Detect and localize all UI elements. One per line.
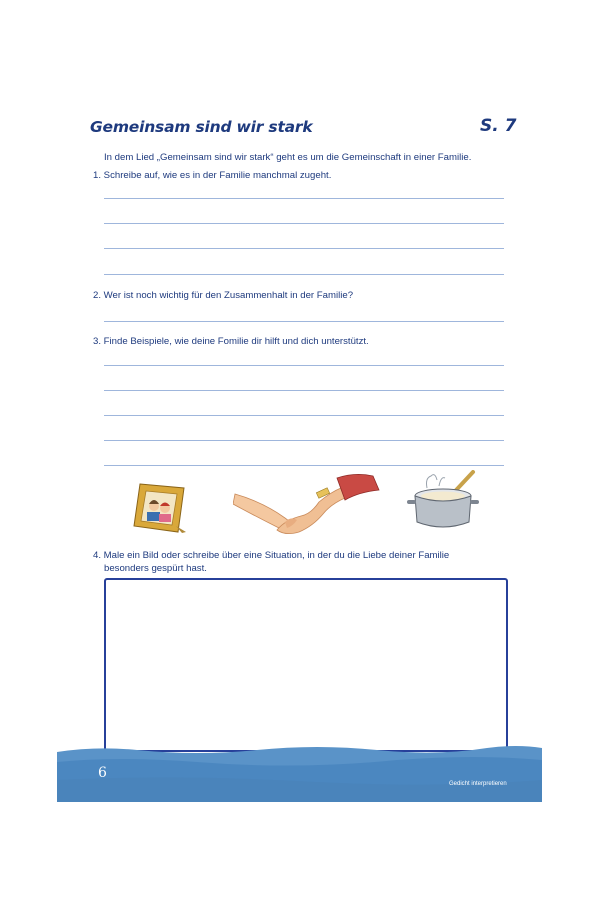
drawing-box[interactable] (104, 578, 508, 752)
answer-line (104, 365, 504, 366)
task-2-text: 2. Wer ist noch wichtig für den Zusammenhalt in der Familie? (93, 290, 354, 301)
answer-line (104, 198, 504, 199)
holding-hands-icon (233, 472, 383, 544)
cooking-pot-icon (405, 470, 485, 532)
footer-label: Gedicht interpretieren (449, 781, 507, 787)
answer-line (104, 248, 504, 249)
page-reference: S. 7 (480, 116, 517, 136)
family-photo-frame-icon (132, 482, 192, 534)
answer-line (104, 223, 504, 224)
task-4-text-line2: besonders gespürt hast. (104, 563, 207, 574)
answer-line (104, 415, 504, 416)
answer-line (104, 465, 504, 466)
answer-line (104, 440, 504, 441)
page-number: 6 (98, 765, 107, 781)
answer-line (104, 321, 504, 322)
task-1-text: 1. Schreibe auf, wie es in der Familie manchmal zugeht. (93, 170, 332, 181)
answer-line (104, 390, 504, 391)
task-4-text-line1: 4. Male ein Bild oder schreibe über eine Situation, in der du die Liebe deiner Familie (93, 550, 450, 561)
footer-band (57, 740, 542, 802)
task-3-text: 3. Finde Beispiele, wie deine Fomilie dir hilft und dich unterstützt. (93, 336, 369, 347)
worksheet-title: Gemeinsam sind wir stark (90, 118, 313, 136)
answer-line (104, 274, 504, 275)
intro-text: In dem Lied „Gemeinsam sind wir stark“ geht es um die Gemeinschaft in einer Familie. (104, 152, 472, 163)
